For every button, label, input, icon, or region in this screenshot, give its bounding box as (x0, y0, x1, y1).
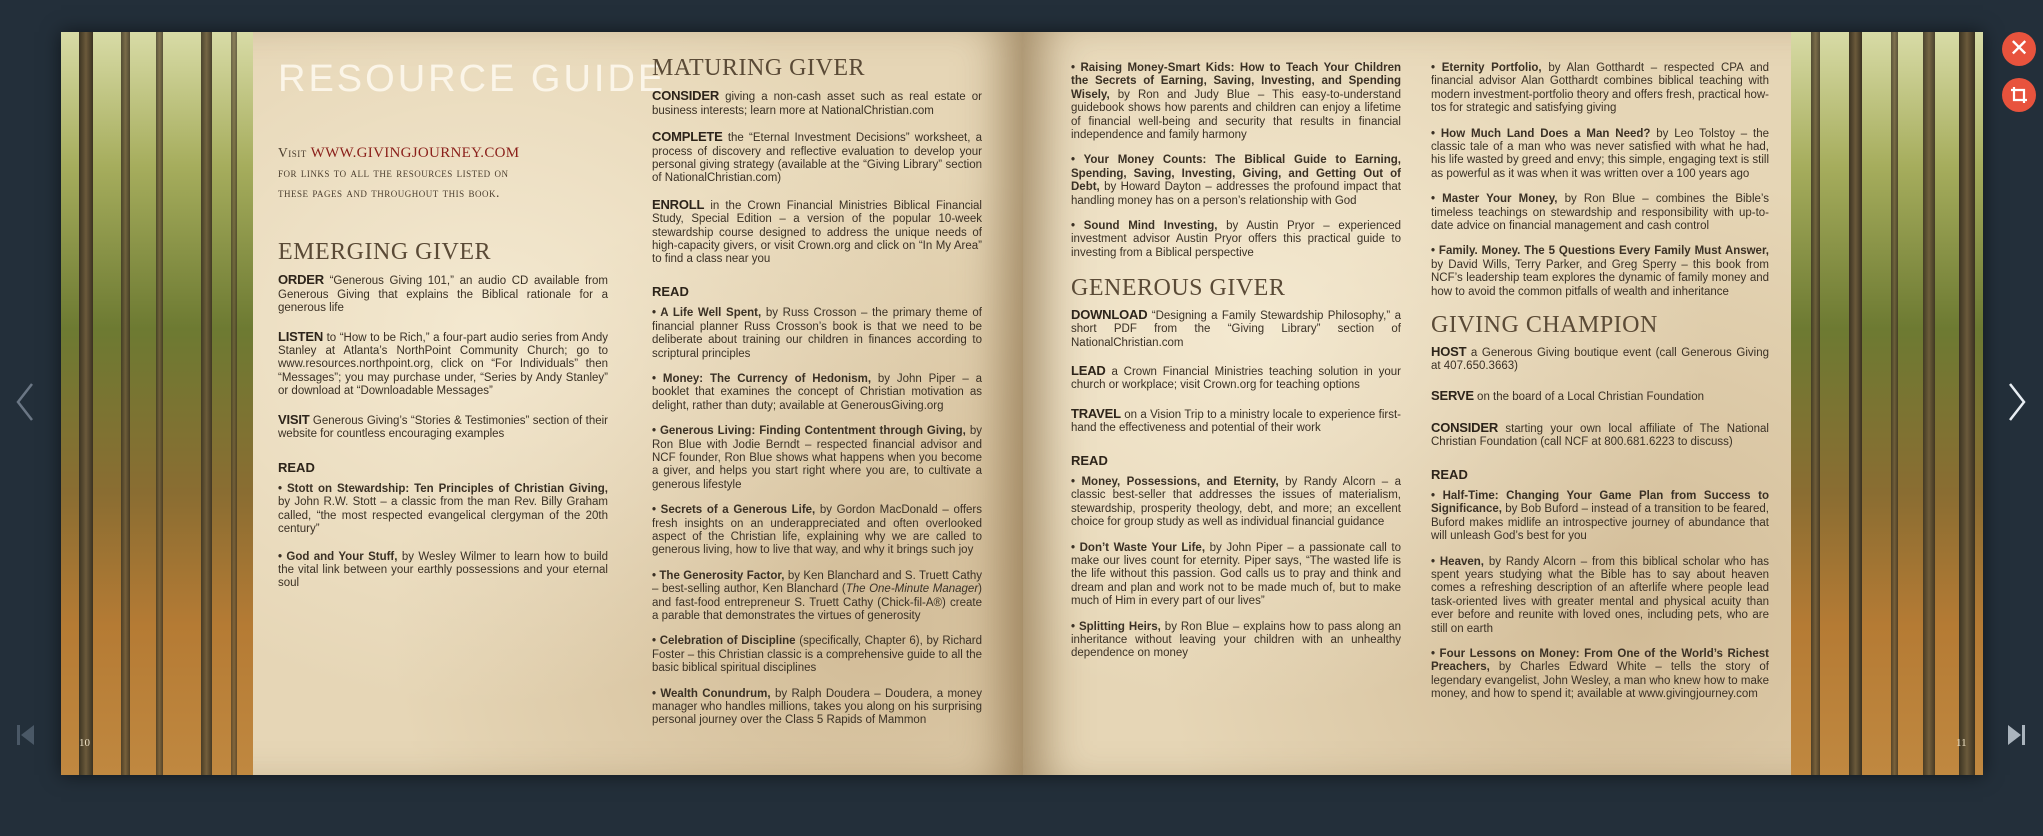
book-desc: by Ron Blue with Jodie Berndt – respected financial advisor and NCF founder, Ron Blue shows what happens when you become a giver, and helps you start right where you are, to cultivate a generous lifestyle (652, 425, 982, 491)
keyword: DOWNLOAD (1071, 306, 1148, 322)
book-desc: by Howard Dayton – addresses the profound impact that handling money has on a person’s relationship with God (1071, 181, 1401, 207)
keyword: COMPLETE (652, 129, 723, 145)
first-page-button[interactable] (16, 724, 36, 746)
book-desc: by Austin Pryor – experienced investment advisor Austin Pryor offers this practical guide to investing from a Biblical perspective (1071, 220, 1401, 259)
book-desc: by Gordon MacDonald – offers fresh insights on an underappreciated and often overlooked aspect of the Christian life, explaining why we are called to generous living, how to live that way, and why it brings such joy (652, 504, 982, 557)
book-title: • Eternity Portfolio, (1431, 62, 1542, 74)
book-spread (61, 32, 1983, 775)
keyword: CONSIDER (652, 88, 720, 104)
visit-line-1: for links to all the resources listed on (278, 165, 509, 180)
book-desc: by John R.W. Stott – a classic from the man Rev. Billy Graham called, “the most respected evangelical clergyman of the 20th century” (278, 496, 608, 536)
book-desc: by Wesley Wilmer to learn how to build the vital link between your earthly possessions and your eternal soul (278, 550, 608, 590)
book-desc: by Ken Blanchard and S. Truett Cathy – best-selling author, Ken Blanchard ( (652, 569, 983, 596)
item-text: “Generous Giving 101,” an audio CD available from Generous Giving that explains the Biblical rationale for a generous life (278, 275, 608, 315)
book-desc: by Ron Blue – explains how to pass along an inheritance without leaving your children with an unhealthy dependence on money (1071, 620, 1401, 660)
close-button[interactable] (2002, 32, 2036, 66)
item-text: a Generous Giving boutique event (call Generous Giving at 407.650.3663) (1431, 346, 1769, 372)
item-text: on the board of a Local Christian Foundation (1477, 391, 1705, 404)
section-heading: MATURING GIVER (652, 55, 865, 81)
crop-icon (2002, 78, 2036, 112)
book-title: • A Life Well Spent, (652, 307, 762, 320)
chevron-right-icon (2004, 380, 2030, 424)
book-title: • Generous Living: Finding Contentment through Giving, (652, 425, 966, 438)
right-column-1 (1071, 62, 1401, 661)
website-link[interactable]: WWW.GIVINGJOURNEY.COM (310, 145, 520, 161)
book-title: • Half-Time: Changing Your Game Plan from Success to Significance, (1431, 489, 1769, 516)
visit-prefix: Visit (278, 145, 307, 160)
item-text: a Crown Financial Ministries teaching solution in your church or workplace; visit Crown.org for teaching options (1071, 365, 1401, 392)
book-title: • Wealth Conundrum, (652, 687, 771, 700)
book-title: • Splitting Heirs, (1071, 620, 1161, 633)
book-title: • Master Your Money, (1431, 193, 1558, 206)
book-desc: by John Piper – a booklet that examines the concept of Christian motivation as delight, rather than duty; available at GenerousGiving.org (652, 372, 982, 412)
book-title: • Stott on Stewardship: Ten Principles of Christian Giving, (278, 482, 608, 495)
keyword: SERVE (1431, 388, 1474, 404)
section-heading: GENEROUS GIVER (1071, 275, 1286, 302)
read-heading: READ (652, 283, 689, 299)
book-desc: by Charles Edward White – tells the story of legendary evangelist, John Wesley, a man who knew how to make money, and how to spend it; available at www.givingjourney.com (1431, 661, 1769, 701)
book-desc: by Leo Tolstoy – the classic tale of a man who was never satisfied with what he had, his life wasted by greed and envy; this simple, engaging text is still as powerful as it was when it was written over a 100 years ago (1431, 127, 1769, 180)
section-heading: GIVING CHAMPION (1431, 312, 1658, 339)
item-text: on a Vision Trip to a ministry locale to experience first-hand the effectiveness and potential of their work (1071, 408, 1401, 435)
keyword: HOST (1431, 343, 1467, 359)
book-desc: by Ralph Doudera – Doudera, a money manager who handles millions, takes you along on his surprising personal journey over the Class 5 Rapids of Mammon (652, 687, 982, 727)
keyword: TRAVEL (1071, 405, 1121, 421)
book-title: • The Generosity Factor, (652, 569, 785, 582)
last-page-icon (2006, 724, 2026, 746)
item-text: Generous Giving’s “Stories & Testimonies” section of their website for countless encouraging examples (278, 414, 608, 441)
book-desc: by Randy Alcorn – a classic best-seller that addresses the issues of materialism, stewardship, prosperity theology, debt, and more; an excellent choice for group study as well as individual financial guidance (1071, 475, 1402, 529)
read-heading: READ (278, 460, 315, 476)
read-heading: READ (1431, 466, 1468, 482)
book-desc: by David Wills, Terry Parker, and Greg Sperry – this book from NCF’s leadership team explores the dynamic of family money and how to avoid the common pitfalls of wealth and inheritance (1431, 258, 1769, 298)
read-heading: READ (1071, 452, 1108, 468)
forest-photo-left (61, 32, 253, 775)
emerging-giver-section (278, 239, 608, 591)
close-icon: ✕ (2008, 35, 2030, 62)
item-text: giving a non-cash asset such as real estate or business interests; learn more at NationalChristian.com (652, 91, 982, 117)
crop-button[interactable] (2002, 78, 2036, 112)
item-text: the “Eternal Investment Decisions” worksheet, a process of discovery and reflective evaluation to develop your personal giving strategy (available at the “Giving Library” section of NationalChristian.com) (652, 132, 982, 185)
item-text: in the Crown Financial Ministries Biblical Financial Study, Special Edition – a version of the popular 10-week stewardship course designed to address the unique needs of high-capacity givers, or visit Crown.org and click on “In My Area” to find a class near you (652, 199, 982, 266)
book-title: • Your Money Counts: The Biblical Guide to Earning, Spending, Saving, Investing, Giving, and Getting Out of Debt, (1071, 154, 1401, 194)
book-title: • Family. Money. The 5 Questions Every Family Must Answer, (1431, 245, 1769, 258)
book-desc: (specifically, Chapter 6), by Richard Foster – this Christian classic is a comprehensive guide to all the basic biblical spiritual disciplines (652, 635, 982, 675)
keyword: LISTEN (278, 328, 324, 344)
page-number: 10 (79, 737, 90, 749)
book-desc: by Bob Buford – instead of a transition to be feared, Buford makes midlife an introspective journey of abundance that will unleash God’s best for you (1431, 503, 1769, 543)
book-title: • How Much Land Does a Man Need? (1431, 127, 1651, 140)
visit-note (278, 143, 558, 203)
keyword: ENROLL (652, 196, 705, 212)
keyword: ORDER (278, 272, 324, 288)
item-text: “Designing a Family Stewardship Philosophy,” a short PDF from the “Giving Library” section of NationalChristian.com (1071, 309, 1401, 349)
book-title: • Don’t Waste Your Life, (1071, 541, 1206, 554)
keyword: VISIT (278, 411, 310, 427)
book-title: • Money: The Currency of Hedonism, (652, 372, 872, 385)
book-title: • Raising Money-Smart Kids: How to Teach Your Children the Secrets of Earning, Saving, Investing, and Spending Wisely, (1071, 62, 1401, 101)
next-page-button[interactable] (2004, 380, 2030, 424)
book-title-italic: The One-Minute Manager (845, 583, 979, 596)
book-title: • Four Lessons on Money: From One of the World’s Richest Preachers, (1431, 648, 1769, 674)
book-title: • Celebration of Discipline (652, 635, 796, 648)
last-page-button[interactable] (2006, 724, 2026, 746)
prev-page-button[interactable] (12, 380, 38, 424)
book-title: • Secrets of a Generous Life, (652, 504, 816, 517)
book-desc: ) and fast-food entrepreneur S. Truett Cathy (Chick-fil-A®) create a parable that demonstrates the virtues of generosity (652, 583, 982, 622)
book-title: • Sound Mind Investing, (1071, 220, 1218, 233)
item-text: to “How to be Rich,” a four-part audio series from Andy Stanley at Atlanta’s NorthPoint Community Church; go to www.resources.northpoint.org, click on “For Individuals” then “Messages”; you may purchase under, “Series by Andy Stanley” or download at “Downloadable Messages” (278, 331, 608, 398)
keyword: CONSIDER (1431, 419, 1499, 435)
book-desc: by Russ Crosson – the primary theme of financial planner Russ Crosson’s book is that we need to be deliberate about training our children in finances according to scriptural principles (652, 307, 982, 360)
book-title: • God and Your Stuff, (278, 550, 398, 563)
first-page-icon (16, 724, 36, 746)
page-title: RESOURCE GUIDE (278, 58, 667, 100)
book-desc: by Alan Gotthardt – respected CPA and financial advisor Alan Gotthardt combines biblical teaching with modern investment-portfolio theory and offers fresh, practical how-tos for strategic and satisfying giving (1431, 62, 1770, 115)
book-desc: by John Piper – a passionate call to make our lives count for eternity. Piper says, “The wasted life is the life without this passion. God calls us to pray and think and dream and plan and work not to be made much of, but to make much of Him in every part of our lives” (1071, 541, 1401, 608)
book-desc: by Ron and Judy Blue – This easy-to-understand guidebook shows how parents and children can enjoy a lifetime of financial well-being and security that results in financial independence and family harmony (1071, 88, 1401, 142)
book-title: • Heaven, (1431, 555, 1484, 568)
book-desc: by Randy Alcorn – from this biblical scholar who has spent years studying what the Bible has to say about heaven comes a refreshing description of an afterlife where people lead task-oriented lives with greater mental and physical acuity than ever before and reunite with loved ones, including pets, who are still on earth (1431, 555, 1769, 635)
chevron-left-icon (12, 380, 38, 424)
visit-line-2: these pages and throughout this book. (278, 185, 500, 200)
maturing-giver-section (652, 55, 983, 728)
section-heading: EMERGING GIVER (278, 239, 491, 265)
item-text: starting your own local affiliate of The National Christian Foundation (call NCF at 800.681.6223 to discuss) (1431, 422, 1769, 449)
book-desc: by Ron Blue – combines the Bible’s timeless teachings on stewardship and responsibility with up-to-date advice on financial management and cash control (1431, 193, 1769, 233)
forest-photo-right (1791, 32, 1983, 775)
right-column-2 (1431, 62, 1769, 702)
book-title: • Money, Possessions, and Eternity, (1071, 475, 1279, 488)
page-number: 11 (1956, 737, 1967, 749)
keyword: LEAD (1071, 362, 1106, 378)
